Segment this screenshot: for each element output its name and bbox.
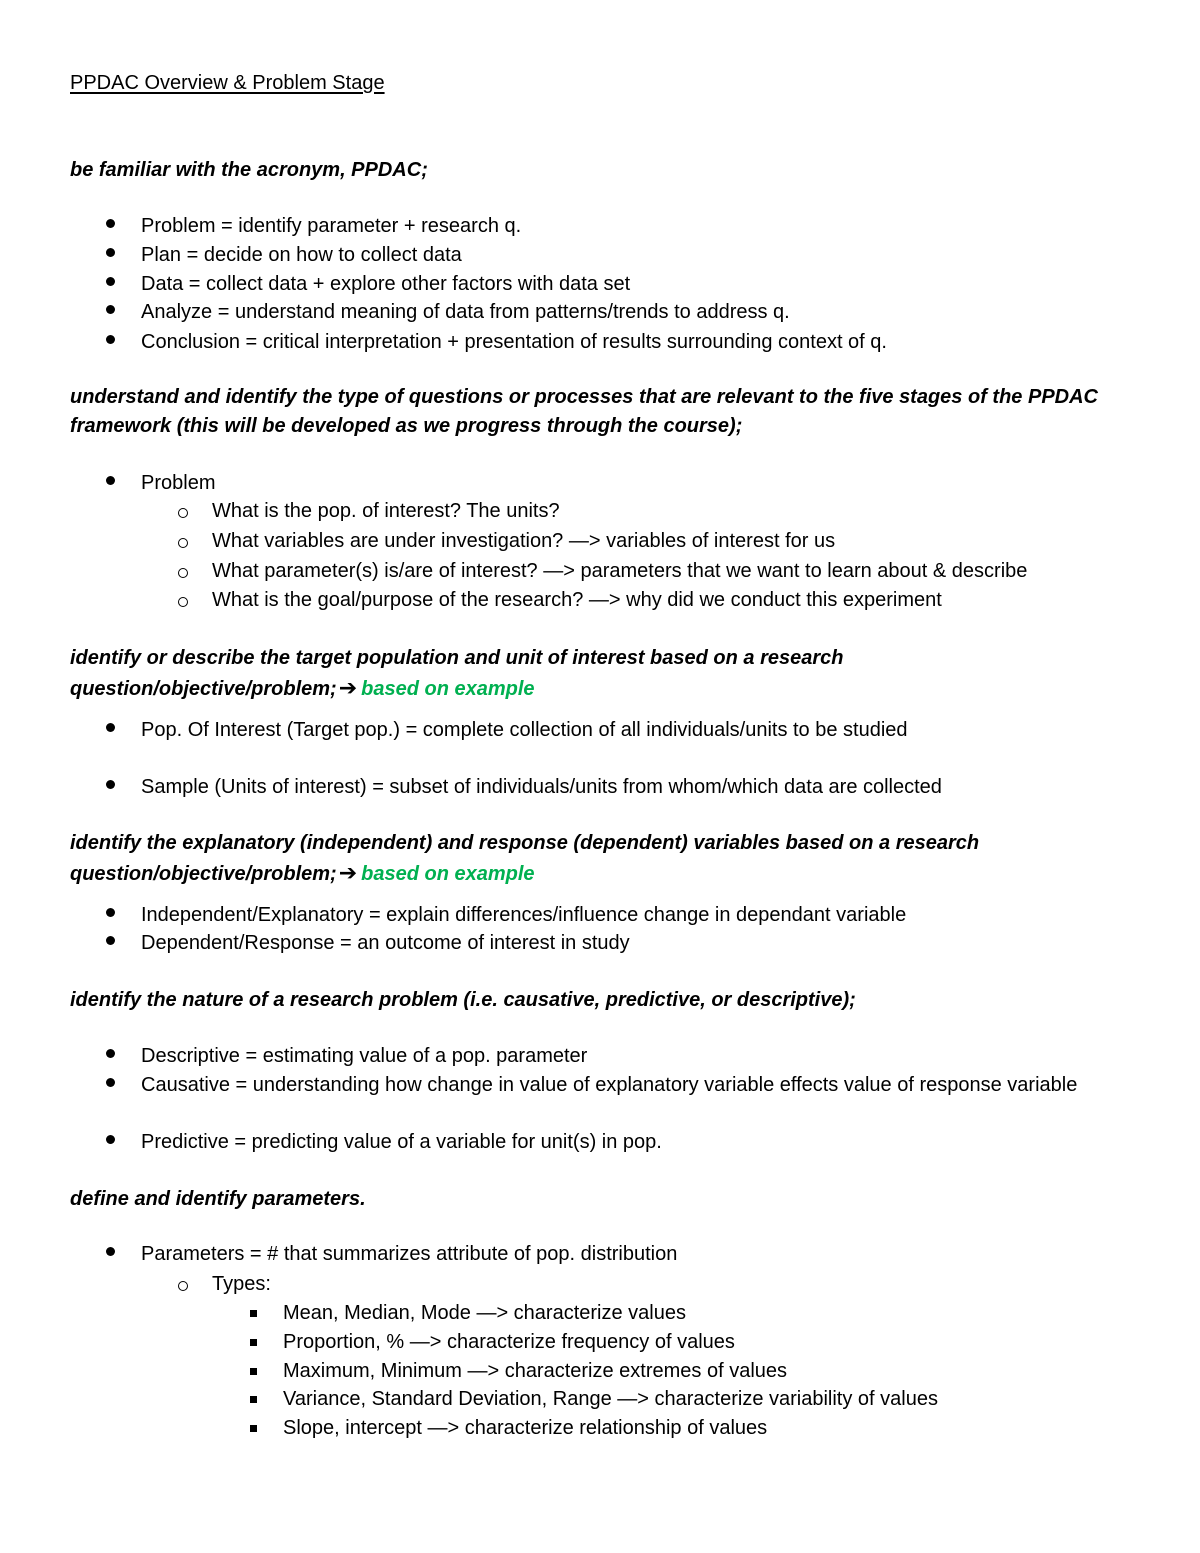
list-item: Plan = decide on how to collect data — [141, 241, 462, 270]
bullet-icon — [106, 723, 115, 732]
section-heading: identify the nature of a research problem (i.e. causative, predictive, or descriptive); — [70, 989, 856, 1011]
bullet-icon — [106, 908, 115, 917]
square-bullet-icon — [250, 1339, 257, 1346]
section-heading: define and identify parameters. — [70, 1188, 366, 1210]
bullet-icon — [106, 248, 115, 257]
list-item: Dependent/Response = an outcome of interest in study — [141, 929, 630, 958]
section-heading: understand and identify the type of questions or processes that are relevant to the five stages of the PPDAC framework (this will be developed as we progress through the course); — [70, 386, 1098, 437]
circle-bullet-icon — [178, 597, 188, 607]
bullet-icon — [106, 277, 115, 286]
list-item: Causative = understanding how change in value of explanatory variable effects value of response variable — [141, 1071, 1101, 1100]
bullet-icon — [106, 1049, 115, 1058]
list-item: Predictive = predicting value of a variable for unit(s) in pop. — [141, 1128, 662, 1157]
list-item: Analyze = understand meaning of data from patterns/trends to address q. — [141, 298, 790, 327]
list-item: Conclusion = critical interpretation + presentation of results surrounding context of q. — [141, 328, 887, 357]
list-item: Parameters = # that summarizes attribute of pop. distribution — [141, 1240, 677, 1269]
bullet-icon — [106, 1078, 115, 1087]
list-item: Problem = identify parameter + research q. — [141, 212, 521, 241]
sub-sub-list-item: Maximum, Minimum —> characterize extremes of values — [283, 1357, 787, 1386]
sub-list-item: What is the goal/purpose of the research? —> why did we conduct this experiment — [212, 586, 942, 615]
circle-bullet-icon — [178, 508, 188, 518]
section-heading: identify or describe the target population and unit of interest based on a research question/objective/problem;➔ based on example — [70, 647, 844, 700]
sub-sub-list-item: Slope, intercept —> characterize relationship of values — [283, 1414, 767, 1443]
sub-list-item: What parameter(s) is/are of interest? —> parameters that we want to learn about & describe — [212, 557, 1027, 586]
list-item: Pop. Of Interest (Target pop.) = complete collection of all individuals/units to be studied — [141, 716, 908, 745]
bullet-icon — [106, 219, 115, 228]
arrow-right-icon: ➔ — [338, 675, 358, 700]
list-item: Sample (Units of interest) = subset of individuals/units from whom/which data are collected — [141, 773, 942, 802]
bullet-icon — [106, 780, 115, 789]
sub-list-item: What variables are under investigation? —> variables of interest for us — [212, 527, 835, 556]
sub-sub-list-item: Mean, Median, Mode —> characterize values — [283, 1299, 686, 1328]
bullet-icon — [106, 936, 115, 945]
square-bullet-icon — [250, 1425, 257, 1432]
arrow-right-icon: ➔ — [338, 860, 358, 885]
example-note: based on example — [361, 678, 535, 700]
list-item: Problem — [141, 469, 215, 498]
square-bullet-icon — [250, 1368, 257, 1375]
square-bullet-icon — [250, 1396, 257, 1403]
list-item: Data = collect data + explore other factors with data set — [141, 270, 630, 299]
page-title: PPDAC Overview & Problem Stage — [70, 72, 385, 94]
circle-bullet-icon — [178, 568, 188, 578]
sub-list-item: What is the pop. of interest? The units? — [212, 497, 560, 526]
sub-sub-list-item: Variance, Standard Deviation, Range —> characterize variability of values — [283, 1385, 938, 1414]
example-note: based on example — [361, 863, 535, 885]
bullet-icon — [106, 1135, 115, 1144]
square-bullet-icon — [250, 1310, 257, 1317]
sub-list-item: Types: — [212, 1270, 271, 1299]
bullet-icon — [106, 335, 115, 344]
circle-bullet-icon — [178, 538, 188, 548]
section-heading: be familiar with the acronym, PPDAC; — [70, 159, 428, 181]
bullet-icon — [106, 305, 115, 314]
circle-bullet-icon — [178, 1281, 188, 1291]
section-heading: identify the explanatory (independent) and response (dependent) variables based on a research question/objective/problem;➔ based on example — [70, 832, 980, 885]
sub-sub-list-item: Proportion, % —> characterize frequency of values — [283, 1328, 735, 1357]
list-item: Independent/Explanatory = explain differences/influence change in dependant variable — [141, 901, 906, 930]
list-item: Descriptive = estimating value of a pop. parameter — [141, 1042, 587, 1071]
bullet-icon — [106, 476, 115, 485]
bullet-icon — [106, 1247, 115, 1256]
